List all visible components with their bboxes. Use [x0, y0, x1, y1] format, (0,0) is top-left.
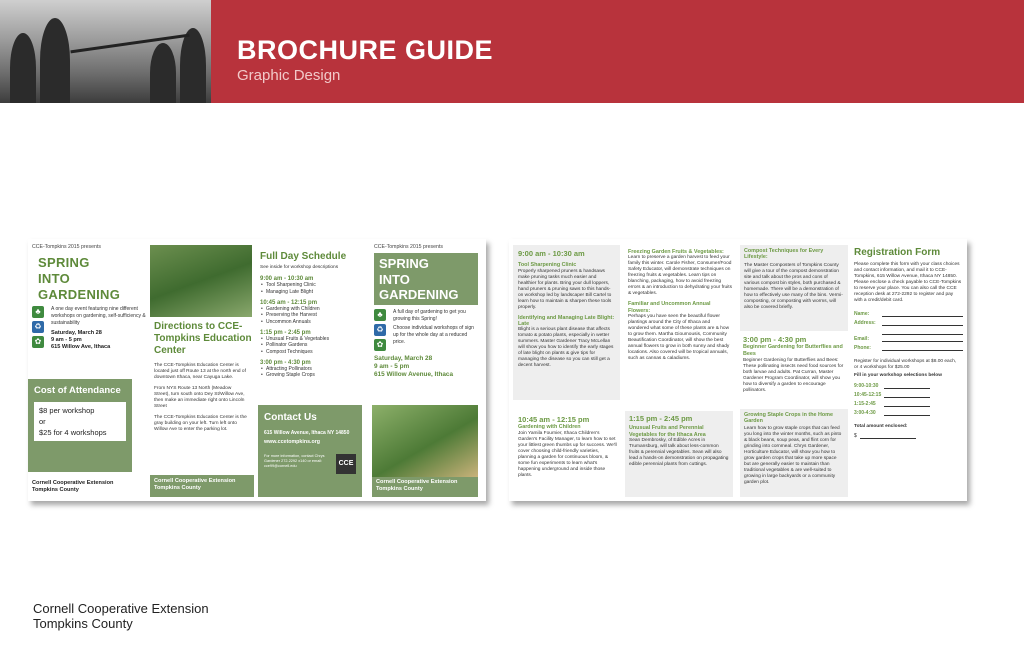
inside-col-3 [737, 239, 851, 501]
directions-p1: The CCE-Tompkins Education Center is located just off Route 13 at the north end of downtown Ithaca, near Cayuga Lake. [154, 363, 246, 380]
slot-item: • Uncommon Annuals [260, 319, 364, 325]
panel-cover-right [370, 239, 480, 501]
header-photo [0, 0, 211, 103]
field-label: Phone: [854, 345, 871, 351]
event-desc1: A full day of gardening to get you growing this Spring! [393, 309, 466, 323]
phone-field[interactable] [882, 344, 963, 351]
event-title-banner: SPRING INTO GARDENING [374, 253, 478, 305]
field-label: Address: [854, 320, 876, 326]
registration-intro: Please complete this form with your class choices and contact information, and mail it to CCE-Tompkins, 615 Willow Avenue, Ithaca NY 14850. Please enclose a check payable to CCE-Tompkins to reserve your place. You can also call the CCE reception desk at 272-2292 to register and pay with a credit/debit card. [854, 262, 962, 303]
event-address: 615 Willow Avenue, Ithaca [374, 371, 454, 379]
time-heading: 9:00 am - 10:30 am [518, 249, 585, 258]
gardener-photo [372, 405, 478, 477]
slot-time: 1:15 pm - 2:45 pm [260, 329, 311, 336]
registration-note: Register for individual workshops at $8.00 each, or 4 workshops for $25.00 [854, 359, 957, 370]
hand-plant-icon: ✿ [374, 339, 386, 351]
workshop-title: Compost Techniques for Every Lifestyle: [744, 248, 824, 261]
compost-box [740, 245, 848, 331]
workshop-text: Join Yamila Fournier, Ithaca Children's Garden's Facility Manager, to learn how to set your littlest green thumbs up for success. We'll cover choosing child-friendly varieties, planning a garden for continuous bloom, & some fun experiments to learn what's happening underground and inside those plants. [518, 430, 617, 478]
brochure-outside [28, 239, 486, 501]
schedule-note: See inside for workshop descriptions [260, 265, 339, 270]
workshop-text: Properly sharpened pruners & handsaws make pruning tasks much easier and healthier for plants. Bring your dull loppers, hand pruners & pruning saws to this hands-on workshop led by landscaper Bill Cartel to learn how to maintain & sharpen these tools properly. [518, 268, 612, 310]
panel-schedule [258, 239, 368, 501]
gardener-icon: ♣ [374, 309, 386, 321]
directions-p3: The CCE-Tompkins Education Center is the gray building on your left. Turn left onto Willow Ave to enter the parking lot. [154, 415, 247, 432]
org-band: Cornell Cooperative Extension Tompkins County [372, 477, 478, 497]
inside-col-2 [623, 239, 737, 501]
slot-item: • Gardening with Children [260, 306, 364, 312]
slot-field[interactable] [884, 400, 930, 407]
slot-field[interactable] [884, 382, 930, 389]
total-field[interactable] [860, 432, 916, 439]
cost-details: $8 per workshop or $25 for 4 workshops [34, 402, 126, 441]
workshop-text: Perhaps you have seen the beautiful flower plantings around the City of Ithaca and wondered what some of these plants are & how to grow them. Martha Gioumousis, Community Beautification Coordinator, will show the best annual flowers to grow in both sunny and shady locations. Also covered will be tropical annuals, such as cannas & caladiums. [628, 314, 730, 362]
workshop-text: The Master Composters of Tompkins County will give a tour of the compost demonstration site and talk about the pros and cons of various compost bin styles, both purchased & homemade. There will be a demonstration of how to effectively use many of the bins. Vermi-composting, or composting with worms, will also be covered briefly. [744, 262, 843, 310]
slot-label: 10:45-12:15 [854, 392, 882, 398]
workshop-text: Learn how to grow staple crops that can feed you long into the winter months, such as pinto & black beans, soup peas, and flint corn for grinding into cornmeal. Chrys Gardener, Horticulture Educator, will show you how to grow garden crops that take up more space but are generally easier to maintain than traditional vegetables & are well-suited to growing in large backyards or a community garden plot. [744, 425, 842, 485]
workshop-title: Growing Staple Crops in the Home Garden [744, 412, 833, 425]
garden-photo [150, 245, 252, 317]
directions-p2: From NYS Route 13 North (Meadow Street), turn south onto Dey St/Willow Ave, then make an immediate right onto Lincoln Street [154, 386, 245, 409]
workshop-text: Sean Dembrosky, of Edible Acres in Trumansburg, will talk about less-common fruits & perennial vegetables. Sean will also lead a hands-on demonstration on propagating edible perennial plants from cuttings. [629, 438, 729, 468]
slot-field[interactable] [884, 391, 930, 398]
footer-org-line2: Tompkins County [33, 616, 133, 631]
inside-col-1 [509, 239, 623, 501]
org-band: Cornell Cooperative Extension Tompkins County [150, 475, 254, 497]
cost-title: Cost of Attendance [34, 385, 121, 396]
registration-title: Registration Form [854, 247, 941, 258]
address-field[interactable] [882, 319, 963, 326]
workshop-title: Freezing Garden Fruits & Vegetables: [628, 249, 724, 255]
total-label: Total amount enclosed: [854, 424, 908, 429]
name-field[interactable] [882, 310, 963, 317]
event-title: SPRING INTO GARDENING [38, 255, 121, 303]
recycle-icon: ♻ [32, 321, 44, 333]
field-label: Email: [854, 336, 870, 342]
slot-item: • Attracting Pollinators [260, 366, 364, 372]
event-date: Saturday, March 28 [374, 355, 433, 363]
registration-form [851, 239, 967, 501]
contact-box [258, 405, 362, 497]
slot-item: • Pollinator Gardens [260, 342, 364, 348]
workshop-text: Beginner Gardening for Butterflies and Bees: These pollinating insects need food sources for both larvae and adults. Pat Curran, Master Gardener Program Coordinator, will show you how to diversify a garden to encourage pollinators. [743, 358, 844, 394]
workshop-title: Beginner Gardening for Butterflies and Bees [743, 344, 843, 357]
schedule-title: Full Day Schedule [260, 251, 347, 262]
time-heading: 3:00 pm - 4:30 pm [743, 335, 807, 344]
morning-box [513, 245, 620, 400]
contact-website: www.ccetompkins.org [264, 438, 321, 445]
slot-label: 3:00-4:30 [854, 410, 876, 416]
workshop-title: Identifying and Managing Late Blight: Late [518, 314, 615, 328]
slot-time: 10:45 am - 12:15 pm [260, 299, 318, 306]
contact-title: Contact Us [264, 412, 317, 423]
org-name: Cornell Cooperative Extension Tompkins County [32, 480, 114, 493]
address-field-2[interactable] [882, 328, 963, 335]
workshop-title: Familiar and Uncommon Annual Flowers: [628, 301, 711, 314]
workshop-title: Tool Sharpening Clinic [518, 262, 577, 269]
event-date: Saturday, March 28 [51, 330, 102, 337]
hand-plant-icon: ✿ [32, 336, 44, 348]
field-label: Name: [854, 311, 870, 317]
workshop-title: Gardening with Children [518, 424, 581, 431]
slot-item: • Preserving the Harvest [260, 312, 364, 318]
contact-more: For more information, contact Chrys Gardener 272-2292 x140 or email: cce99@cornell.edu [264, 453, 325, 468]
event-desc2: Choose individual workshops of sign up for the whole day at a reduced price. [393, 325, 474, 346]
staple-crops-box [740, 409, 848, 497]
brochure-inside [509, 239, 967, 501]
event-address: 615 Willow Ave, Ithaca [51, 344, 111, 351]
selection-label: Fill in your workshop selections below [854, 373, 942, 378]
slot-label: 1:15-2:45 [854, 401, 876, 407]
footer-org [33, 601, 209, 631]
time-heading: 1:15 pm - 2:45 pm [629, 414, 693, 423]
slot-label: 9:00-10:30 [854, 383, 879, 389]
page-title: BROCHURE GUIDE [237, 35, 494, 65]
slot-item: • Tool Sharpening Clinic [260, 282, 364, 288]
slot-item: • Compost Techniques [260, 349, 364, 355]
presents-text: CCE-Tompkins 2015 presents [32, 244, 101, 250]
footer-org-line1: Cornell Cooperative Extension [33, 601, 209, 616]
field-label [854, 328, 882, 335]
recycle-icon: ♻ [374, 324, 386, 336]
afternoon-box [625, 411, 733, 497]
presents-text: CCE-Tompkins 2015 presents [374, 244, 443, 250]
event-time: 9 am - 5 pm [51, 337, 82, 344]
panel-directions [150, 239, 254, 501]
gardener-icon: ♣ [32, 306, 44, 318]
cost-box [28, 379, 132, 472]
panel-cover-left [28, 239, 150, 501]
event-description: A one day event featuring nine different workshops on gardening, self-sufficiency & sustainability [51, 306, 146, 327]
directions-title: Directions to CCE-Tompkins Education Center [154, 321, 252, 356]
dollar-sign: $ [854, 433, 857, 439]
slot-item: • Unusual Fruits & Vegetables [260, 336, 364, 342]
slot-time: 3:00 pm - 4:30 pm [260, 359, 311, 366]
slot-item: • Managing Late Blight [260, 289, 364, 295]
workshop-title: Unusual Fruits and Perennial Vegetables for the Ithaca Area [629, 425, 706, 438]
email-field[interactable] [882, 335, 963, 342]
page-subtitle: Graphic Design [237, 67, 341, 84]
slot-time: 9:00 am - 10:30 am [260, 276, 314, 282]
workshop-text: Blight is a serious plant disease that affects tomato & potato plants, especially in wetter summers. Master Gardener Tracy McLellan will show you how to identify the early stages of late blight on plants & give tips for managing the disease so you can still get a decent harvest. [518, 327, 614, 369]
slot-item: • Growing Staple Crops [260, 372, 364, 378]
contact-address: 615 Willow Avenue, Ithaca NY 14850 [264, 430, 350, 436]
event-time: 9 am - 5 pm [374, 363, 410, 371]
workshop-text: Learn to preserve a garden harvest to feed your family this winter. Carole Fisher, Consumer/Food Safety Educator, will demonstrate techniques on freezing fruits & vegetables. Learn tips on blanching, packaging, how to avoid freezing errors & an introduction to dehydrating your fruits & vegetables. [628, 255, 732, 297]
slot-field[interactable] [884, 409, 930, 416]
time-heading: 10:45 am - 12:15 pm [518, 415, 590, 424]
cce-logo: CCE [336, 454, 356, 474]
